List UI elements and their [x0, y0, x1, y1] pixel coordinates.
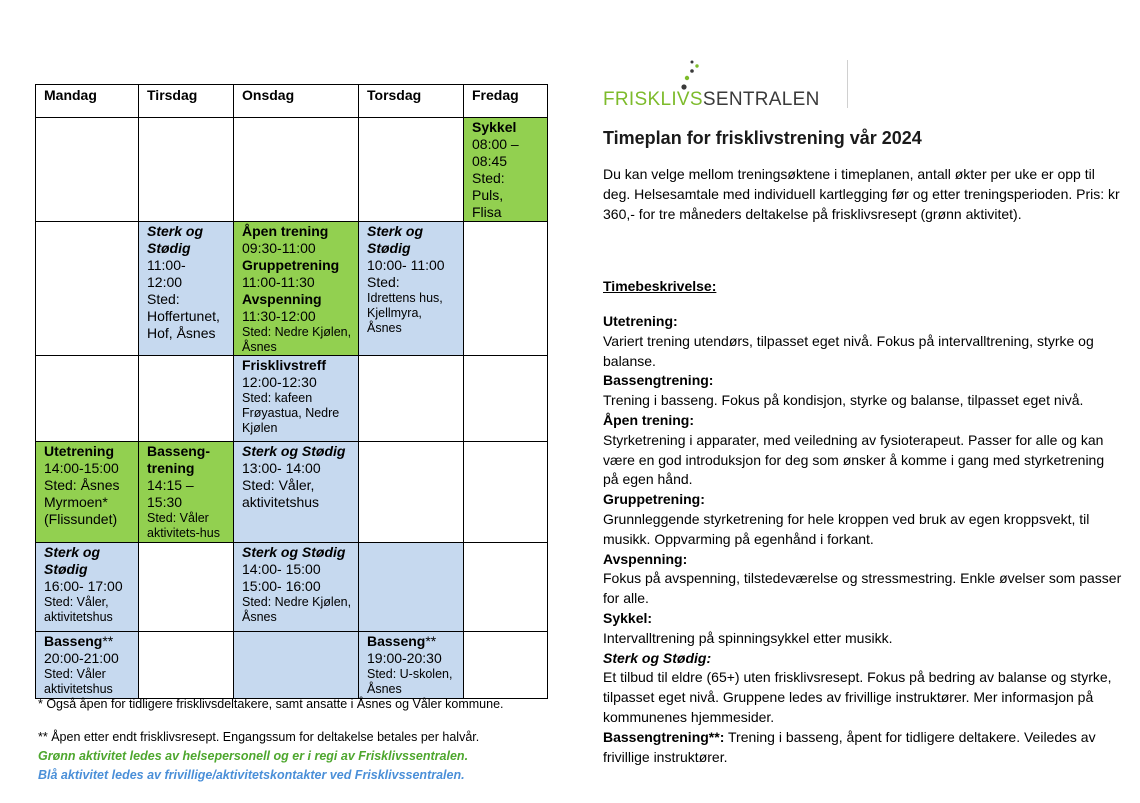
activity-place: Sted:: [472, 170, 505, 186]
activity-place: Sted: U-skolen, Åsnes: [367, 667, 453, 696]
activity-time: 15:30: [147, 494, 183, 510]
description-list: [603, 312, 1123, 767]
cell-empty: [464, 442, 548, 543]
activity-title: Sterk og Stødig: [44, 544, 101, 577]
description-item: [603, 312, 1123, 371]
activity-title: Frisklivstreff: [242, 357, 327, 373]
activity-place: Sted: Våler aktivitetshus: [44, 667, 113, 696]
activity-title: Sterk og Stødig: [367, 223, 424, 256]
description-item: [603, 728, 1123, 768]
cell-wed-sterk: [234, 442, 359, 543]
activity-title: Sterk og Stødig: [242, 544, 346, 560]
description-item: [603, 371, 1123, 411]
activity-place: Hof, Åsnes: [147, 325, 216, 341]
item-heading: Gruppetrening:: [603, 491, 705, 508]
cell-mon-sterk: [36, 543, 139, 632]
activity-title: Basseng: [367, 633, 426, 649]
intro-text: Du kan velge mellom treningsøktene i timeplanen, antall økter per uke er opp til deg. Helsesamtale med individuell kartlegging før og etter treningsperioden. Pris: kr 360,- for tre måneders deltakelse på frisklivsresept (grønn aktivitet).: [603, 166, 1120, 222]
activity-time: 15:00- 16:00: [242, 578, 321, 594]
cell-wed-sterk-2: [234, 543, 359, 632]
activity-place: Puls,: [472, 187, 504, 203]
cell-mon-basseng: [36, 632, 139, 699]
item-text: Fokus på avspenning, tilstedeværelse og stressmestring. Enkle øvelser som passer for alle.: [603, 570, 1122, 607]
activity-time: 19:00-20:30: [367, 650, 442, 666]
activity-title-line: [367, 633, 458, 650]
activity-place: Flisa: [472, 204, 502, 220]
legend-green: Grønn aktivitet ledes av helsepersonell og er i regi av Frisklivssentralen.: [38, 749, 469, 763]
activity-place: Hoffertunet,: [147, 308, 220, 324]
item-text: Grunnleggende styrketrening for hele kroppen ved bruk av egen kroppsvekt, til musikk. Oppvarming på egenhånd i forkant.: [603, 510, 1090, 547]
cell-empty: [36, 356, 139, 442]
description-item: [603, 649, 1123, 728]
item-text: Trening i basseng, åpent for tidligere deltakere. Veiledes av frivillige instruktører.: [603, 728, 1096, 765]
item-heading: Sykkel:: [603, 609, 653, 626]
table-row: [36, 442, 548, 543]
schedule-table: [35, 84, 548, 699]
footnote-mark: **: [425, 633, 437, 649]
activity-place: Sted: Åsnes: [44, 477, 120, 493]
activity-place: Sted:: [367, 274, 400, 290]
activity-time: 13:00- 14:00: [242, 460, 321, 476]
legend-blue: Blå aktivitet ledes av frivillige/aktivitetskontakter ved Frisklivssentralen.: [38, 768, 465, 782]
item-heading: Avspenning:: [603, 550, 688, 567]
activity-time: 14:00-15:00: [44, 460, 119, 476]
activity-time: 11:00-: [147, 257, 186, 273]
logo-wordmark: FRISKLIVSSENTRALEN: [603, 89, 820, 110]
activity-time: 14:15 –: [147, 477, 194, 493]
footnote-mark: **: [102, 633, 114, 649]
item-heading: Bassengtrening**:: [603, 728, 725, 745]
activity-title: Basseng: [44, 633, 103, 649]
cell-empty: [139, 543, 234, 632]
activity-place: Sted:: [147, 291, 180, 307]
cell-empty: [464, 222, 548, 356]
activity-time: 12:00: [147, 274, 183, 290]
logo-part: VS: [676, 89, 703, 110]
activity-title: Sterk og Stødig: [242, 443, 346, 459]
table-row: [36, 632, 548, 699]
activity-place: Sted: Nedre Kjølen, Åsnes: [242, 325, 352, 354]
item-text: Styrketrening i apparater, med veiledning av fysioterapeut. Passer for alle og kan være en god introduksjon for deg som ønsker å komme i gang med styrketrening på egen hånd.: [603, 431, 1105, 488]
item-heading: Sterk og Stødig:: [603, 649, 712, 666]
cell-thu-sterk: [359, 222, 464, 356]
header-row: [36, 85, 548, 118]
item-text: Intervalltrening på spinningsykkel etter musikk.: [603, 629, 893, 646]
description-item: [603, 490, 1123, 549]
activity-time: 09:30-11:00: [242, 240, 316, 256]
cell-wed-frisklivstreff: [234, 356, 359, 442]
table-row: [36, 543, 548, 632]
cell-empty: [359, 118, 464, 222]
item-text: Et tilbud til eldre (65+) uten frisklivsresept. Fokus på bedring av balanse og styrke, tilpasset eget nivå. Gruppene ledes av frivillige instruktører. Mer informasjon på kommunenes hjemmesider.: [603, 669, 1112, 725]
item-heading: Utetrening:: [603, 313, 678, 329]
logo-divider: [847, 60, 848, 108]
activity-time: 11:00-11:30: [242, 274, 315, 290]
item-text: Trening i basseng. Fokus på kondisjon, styrke og balanse, tilpasset eget nivå.: [603, 392, 1084, 409]
header-onsdag: Onsdag: [234, 85, 359, 118]
cell-empty: [359, 356, 464, 442]
activity-time: 14:00- 15:00: [242, 561, 321, 577]
cell-empty: [359, 442, 464, 543]
cell-empty: [464, 356, 548, 442]
table-row: [36, 222, 548, 356]
header-fredag: Fredag: [464, 85, 548, 118]
activity-time: 10:00- 11:00: [367, 257, 445, 273]
activity-time: 08:45: [472, 153, 508, 169]
activity-time: 08:00 –: [472, 136, 519, 152]
item-heading: Åpen trening:: [603, 411, 694, 428]
logo-sprout-icon: [665, 58, 705, 92]
page-title: Timeplan for frisklivstrening vår 2024: [603, 128, 922, 148]
activity-title: Sterk og Stødig: [147, 223, 204, 256]
table-row: [36, 118, 548, 222]
activity-place: Sted: kafeen Frøyastua, Nedre Kjølen: [242, 391, 340, 435]
activity-title: Basseng-trening: [147, 443, 211, 476]
description-heading: Timebeskrivelse:: [603, 278, 717, 294]
activity-time: 11:30-12:00: [242, 308, 316, 324]
activity-place: aktivitetshus: [242, 494, 320, 510]
footnote-1: * Også åpen for tidligere frisklivsdeltakere, samt ansatte i Åsnes og Våler kommune.: [38, 697, 504, 711]
item-heading: Bassengtrening:: [603, 372, 714, 389]
activity-time: 16:00- 17:00: [44, 578, 123, 594]
cell-empty: [139, 632, 234, 699]
cell-fri-sykkel: [464, 118, 548, 222]
cell-empty: [464, 543, 548, 632]
cell-empty: [464, 632, 548, 699]
activity-title: Sykkel: [472, 119, 517, 135]
frisklivssentralen-logo: [603, 58, 853, 112]
logo-part: FRISKL: [603, 89, 672, 110]
activity-title: Gruppetrening: [242, 257, 340, 273]
cell-wed-apen: [234, 222, 359, 356]
cell-thu-blue: [359, 543, 464, 632]
cell-empty: [36, 118, 139, 222]
activity-title: Åpen trening: [242, 223, 329, 239]
cell-tue-basseng: [139, 442, 234, 543]
cell-empty: [36, 222, 139, 356]
cell-tue-sterk: [139, 222, 234, 356]
activity-title: Utetrening: [44, 443, 114, 459]
item-text: Variert trening utendørs, tilpasset eget nivå. Fokus på intervalltrening, styrke og balanse.: [603, 332, 1094, 369]
cell-empty: [234, 118, 359, 222]
cell-wed-blue: [234, 632, 359, 699]
cell-mon-utetrening: [36, 442, 139, 543]
activity-place: Idrettens hus, Kjellmyra, Åsnes: [367, 291, 443, 335]
activity-place: (Flissundet): [44, 511, 118, 527]
logo-part: SENTRALEN: [702, 89, 820, 110]
description-item: [603, 411, 1123, 490]
activity-time: 12:00-12:30: [242, 374, 317, 390]
header-torsdag: Torsdag: [359, 85, 464, 118]
footnote-2: ** Åpen etter endt frisklivsresept. Engangssum for deltakelse betales per halvår.: [38, 730, 480, 744]
cell-empty: [139, 118, 234, 222]
activity-title: Avspenning: [242, 291, 322, 307]
activity-time: 20:00-21:00: [44, 650, 119, 666]
description-item: [603, 609, 1123, 649]
table-row: [36, 356, 548, 442]
header-mandag: Mandag: [36, 85, 139, 118]
activity-place: Sted: Nedre Kjølen, Åsnes: [242, 595, 352, 624]
description-item: [603, 550, 1123, 609]
cell-thu-basseng: [359, 632, 464, 699]
cell-empty: [139, 356, 234, 442]
header-tirsdag: Tirsdag: [139, 85, 234, 118]
activity-place: Sted: Våler,: [242, 477, 315, 493]
activity-title-line: [44, 633, 133, 650]
activity-place: Sted: Våler aktivitets-hus: [147, 511, 220, 540]
activity-place: Myrmoen*: [44, 494, 108, 510]
activity-place: Sted: Våler, aktivitetshus: [44, 595, 113, 624]
